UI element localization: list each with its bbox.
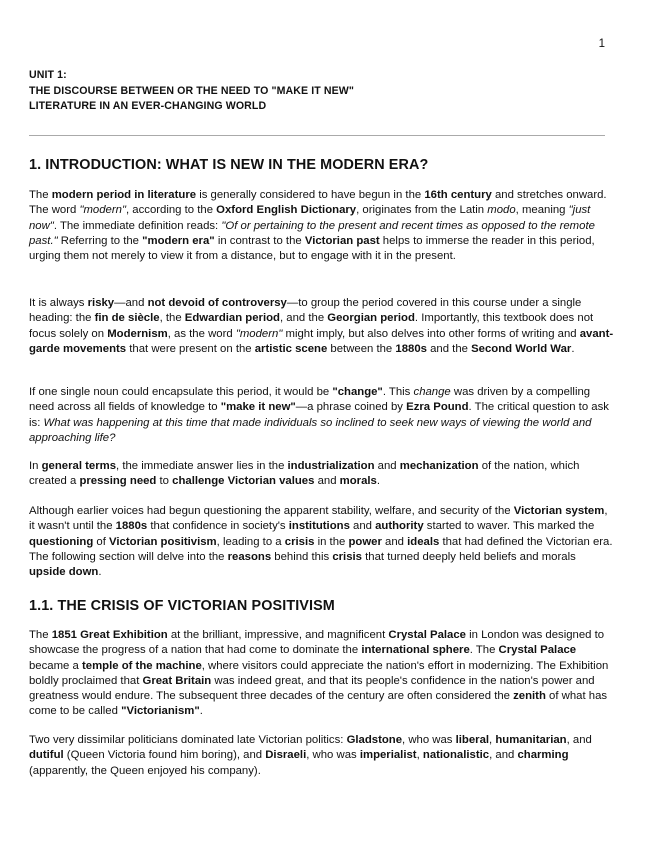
text-run: The xyxy=(29,629,52,641)
bold-text: industrialization xyxy=(287,460,375,472)
text-run: that had defined the Victorian era. The following section will delve into the xyxy=(29,535,613,563)
italic-text: "modern" xyxy=(79,204,126,217)
text-run: , and the xyxy=(279,312,328,325)
bold-text: nationalistic xyxy=(422,749,490,762)
bold-text: risky xyxy=(87,297,115,309)
italic-text: modo xyxy=(487,204,516,217)
bold-text: Crystal Palace xyxy=(498,644,577,657)
italic-text: "modern" xyxy=(235,327,283,340)
bold-text: pressing need xyxy=(79,475,157,488)
text-run: . The critical question to ask is: xyxy=(29,401,609,429)
text-run: became a xyxy=(29,659,82,672)
bold-text: mechanization xyxy=(399,460,479,472)
text-run: that confidence in society's xyxy=(147,520,289,533)
text-run: , where visitors could appreciate the nation's effort in modernizing. The Exhibition boldly proclaimed that xyxy=(29,659,609,687)
bold-text: "change" xyxy=(332,386,383,398)
bold-text: 1851 Great Exhibition xyxy=(51,629,168,641)
text-run: at the brilliant, impressive, and magnificent xyxy=(167,629,389,641)
bold-text: Ezra Pound xyxy=(406,401,469,414)
text-run: Two very dissimilar politicians dominated late Victorian politics: xyxy=(29,734,347,746)
bold-text: humanitarian xyxy=(495,734,567,746)
bold-text: Modernism xyxy=(107,327,168,340)
text-run: . xyxy=(376,475,381,488)
text-run: In xyxy=(29,460,42,472)
paragraph-crisis-1 xyxy=(29,628,614,720)
text-run: . xyxy=(98,566,102,579)
text-run: that turned deeply held beliefs and morals xyxy=(361,550,576,563)
unit-title: THE DISCOURSE BETWEEN OR THE NEED TO "MAKE IT NEW" xyxy=(29,84,355,97)
bold-text: imperialist xyxy=(359,749,417,762)
text-run: and xyxy=(349,520,376,533)
text-run: It is always xyxy=(29,297,88,309)
bold-text: crisis xyxy=(332,550,362,563)
bold-text: not devoid of controversy xyxy=(147,297,287,309)
bold-text: ideals xyxy=(407,535,440,548)
bold-text: 1880s xyxy=(115,520,148,533)
text-run: —and xyxy=(114,297,148,309)
text-run: in the xyxy=(314,535,349,548)
horizontal-divider xyxy=(29,135,605,136)
bold-text: international sphere xyxy=(361,644,470,657)
text-run: —a phrase coined by xyxy=(295,401,407,414)
bold-text: avant-garde movements xyxy=(29,327,614,355)
text-run: was indeed great, and that its people's confidence in the nation's power and greatness would endure. The subsequent three decades of the century are often considered the xyxy=(29,674,595,703)
text-run: helps to immerse the reader in this period, urging them not merely to view it from a distance, but to engage with it in the present. xyxy=(29,234,595,263)
bold-text: upside down xyxy=(29,566,99,579)
text-run: and xyxy=(314,475,340,488)
bold-text: fin de siècle xyxy=(94,312,160,325)
bold-text: Victorian past xyxy=(304,234,380,247)
text-run: to xyxy=(156,475,173,488)
unit-subtitle: LITERATURE IN AN EVER-CHANGING WORLD xyxy=(29,100,267,112)
bold-text: modern period in literature xyxy=(51,189,197,201)
bold-text: 16th century xyxy=(424,189,492,201)
text-run: , as the word xyxy=(167,327,236,340)
unit-header xyxy=(29,68,619,115)
italic-text: change xyxy=(413,386,451,398)
bold-text: Disraeli xyxy=(265,749,307,762)
bold-text: "Victorianism" xyxy=(121,705,200,718)
italic-text: "Of or pertaining to the present and recent times as opposed to the remote past." xyxy=(29,219,595,247)
bold-text: general terms xyxy=(41,460,117,472)
text-run: of the nation, which created a xyxy=(29,460,580,488)
text-run: , xyxy=(416,749,423,762)
text-run: , the immediate answer lies in the xyxy=(116,460,288,472)
text-run: Although earlier voices had begun questioning the apparent stability, welfare, and security of the xyxy=(29,505,514,517)
text-run: Referring to the xyxy=(57,234,143,247)
text-run: , meaning xyxy=(515,204,569,217)
paragraph-crisis-2 xyxy=(29,733,614,779)
bold-text: challenge Victorian values xyxy=(172,475,315,488)
text-run: and xyxy=(381,535,408,548)
bold-text: dutiful xyxy=(29,749,64,762)
bold-text: Great Britain xyxy=(142,674,212,687)
paragraph-intro-4 xyxy=(29,459,614,490)
text-run: of what has come to be called xyxy=(29,690,608,718)
text-run: , who was xyxy=(402,734,456,746)
text-run: . The immediate definition reads: xyxy=(53,219,222,232)
bold-text: institutions xyxy=(288,520,350,533)
bold-text: authority xyxy=(375,520,424,533)
bold-text: morals xyxy=(339,475,377,488)
text-run: and xyxy=(374,460,400,472)
text-run: , and xyxy=(566,734,592,746)
text-run: of xyxy=(93,535,110,548)
bold-text: power xyxy=(348,535,382,548)
bold-text: Georgian period xyxy=(327,312,415,325)
text-run: behind this xyxy=(271,550,333,563)
bold-text: Edwardian period xyxy=(184,312,280,325)
text-run: . This xyxy=(382,386,414,398)
text-run: (Queen Victoria found him boring), and xyxy=(63,749,266,762)
text-run: , it wasn't until the xyxy=(29,505,608,533)
bold-text: reasons xyxy=(227,550,272,563)
text-run: . xyxy=(571,342,575,355)
bold-text: 1880s xyxy=(395,342,427,355)
bold-text: Second World War xyxy=(471,342,572,355)
bold-text: crisis xyxy=(284,535,315,548)
italic-text: What was happening at this time that made individuals so inclined to seek new ways of viewing the world and approaching life? xyxy=(29,416,592,444)
bold-text: "modern era" xyxy=(142,234,215,247)
bold-text: Oxford English Dictionary xyxy=(216,204,357,217)
bold-text: Victorian system xyxy=(513,505,605,517)
text-run: in contrast to the xyxy=(214,234,305,247)
bold-text: questioning xyxy=(29,535,94,548)
text-run: , who was xyxy=(306,749,360,762)
text-run: , xyxy=(489,734,496,746)
bold-text: artistic scene xyxy=(254,342,328,355)
text-run: . xyxy=(199,705,203,718)
text-run: The xyxy=(29,189,52,201)
text-run: , according to the xyxy=(125,204,217,217)
text-run: was driven by a compelling need across all fields of knowledge to xyxy=(29,386,591,414)
bold-text: Crystal Palace xyxy=(388,629,466,641)
text-run: , and xyxy=(489,749,518,762)
bold-text: Victorian positivism xyxy=(109,535,217,548)
bold-text: charming xyxy=(517,749,569,762)
italic-text: "just now" xyxy=(29,204,591,232)
text-run: If one single noun could encapsulate this period, it would be xyxy=(29,386,333,398)
text-run: started to waver. This marked the xyxy=(423,520,595,533)
text-run: is generally considered to have begun in the xyxy=(196,189,425,201)
unit-label: UNIT 1: xyxy=(29,69,67,81)
paragraph-intro-1 xyxy=(29,188,614,264)
paragraph-intro-2 xyxy=(29,296,614,357)
bold-text: temple of the machine xyxy=(81,659,202,672)
text-run: between the xyxy=(327,342,396,355)
text-run: (apparently, the Queen enjoyed his company). xyxy=(29,764,261,777)
text-run: might imply, but also delves into other forms of writing and xyxy=(282,327,580,340)
text-run: , leading to a xyxy=(216,535,285,548)
text-run: , the xyxy=(159,312,185,325)
section-heading-crisis: 1.1. THE CRISIS OF VICTORIAN POSITIVISM xyxy=(29,598,335,614)
text-run: and the xyxy=(426,342,472,355)
text-run: in London was designed to showcase the progress of a nation that had come to dominate the xyxy=(29,629,605,657)
section-heading-introduction: 1. INTRODUCTION: WHAT IS NEW IN THE MODERN ERA? xyxy=(29,157,429,173)
bold-text: Gladstone xyxy=(346,734,403,746)
page-number: 1 xyxy=(598,38,605,50)
paragraph-intro-5 xyxy=(29,504,614,580)
text-run: , originates from the Latin xyxy=(356,204,488,217)
text-run: . Importantly, this textbook does not focus solely on xyxy=(29,312,594,340)
paragraph-intro-3 xyxy=(29,385,614,446)
bold-text: "make it new" xyxy=(220,401,296,414)
text-run: —to group the period covered in this course under a single heading: the xyxy=(29,297,582,325)
text-run: that were present on the xyxy=(126,342,255,355)
bold-text: liberal xyxy=(455,734,490,746)
text-run: . The xyxy=(469,644,499,657)
text-run: and stretches onward. The word xyxy=(29,189,607,217)
bold-text: zenith xyxy=(513,690,546,703)
